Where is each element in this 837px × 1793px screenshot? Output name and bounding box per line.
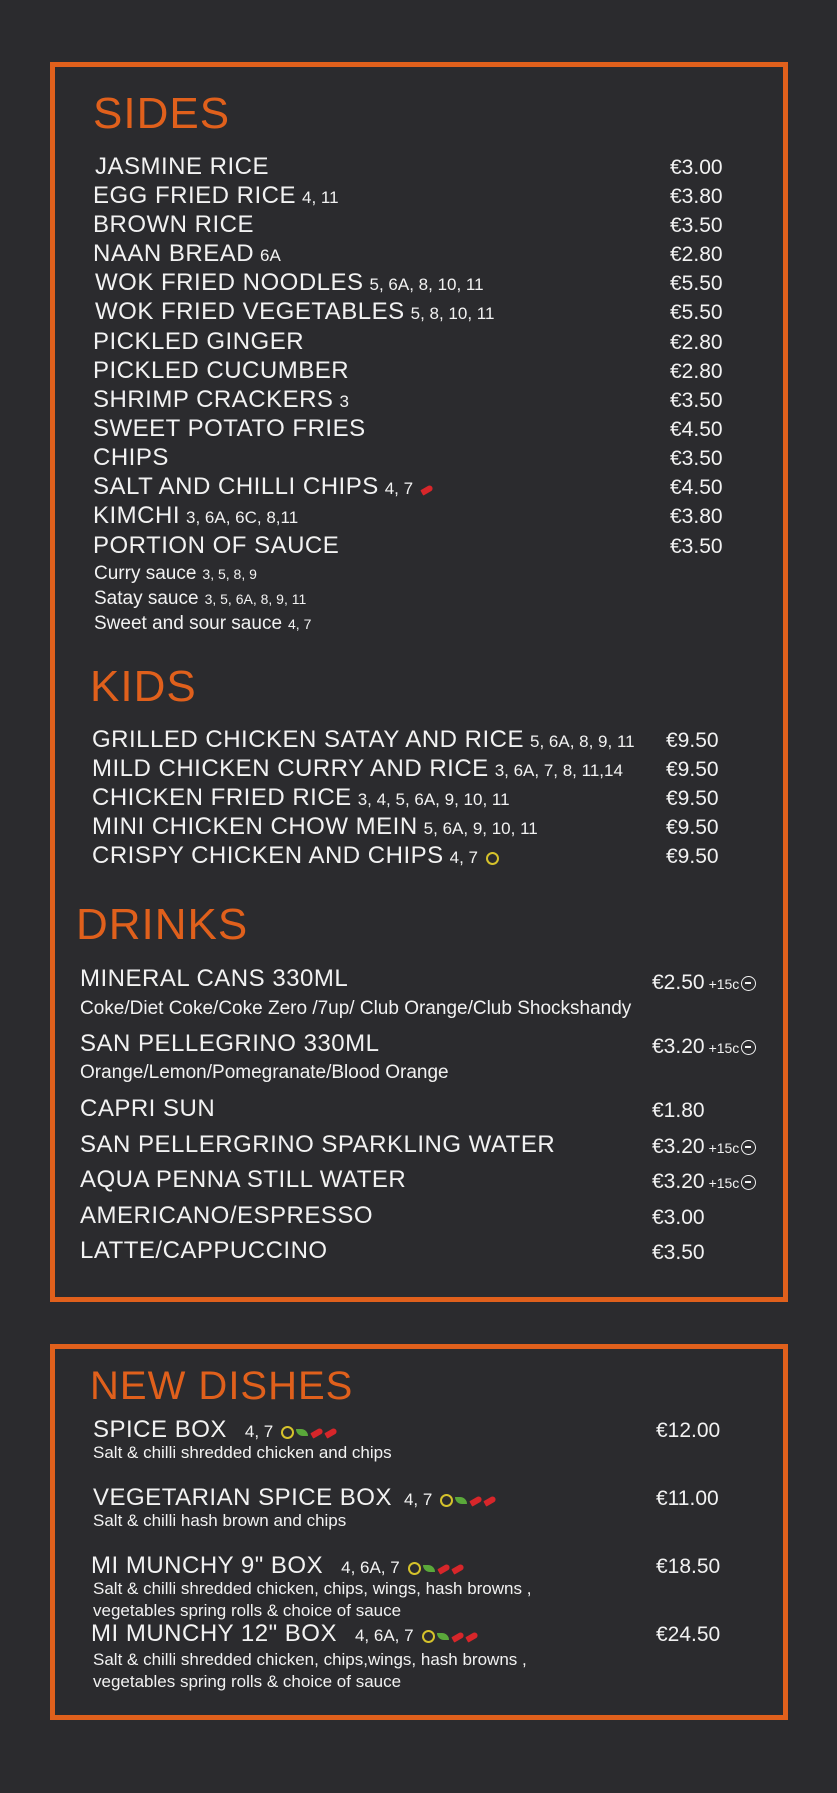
- item-price: €3.80: [670, 505, 723, 528]
- item-name: CRISPY CHICKEN AND CHIPS: [92, 842, 444, 869]
- item-allergens: 5, 6A, 9, 10, 11: [423, 819, 538, 838]
- list-item: [92, 728, 635, 752]
- item-name: CAPRI SUN: [80, 1095, 216, 1122]
- item-price: €9.50: [666, 787, 719, 810]
- item-price: €4.50: [670, 418, 723, 441]
- list-item: [91, 1554, 466, 1578]
- item-price: [652, 1036, 756, 1057]
- item-price: €2.80: [670, 331, 723, 354]
- item-price: €3.00: [652, 1206, 705, 1229]
- item-allergens: 5, 6A, 8, 9, 11: [530, 732, 635, 751]
- drink-options: Orange/Lemon/Pomegranate/Blood Orange: [80, 1062, 449, 1083]
- item-allergens: 4, 7: [244, 1422, 274, 1441]
- price-value: €3.20: [652, 1035, 705, 1058]
- item-description: Salt & chilli shredded chicken and chips: [93, 1443, 392, 1462]
- price-value: €2.50: [652, 971, 705, 994]
- kids-heading: KIDS: [90, 662, 197, 711]
- item-name: JASMINE RICE: [95, 153, 270, 180]
- item-name: SAN PELLEGRINO 330ML: [80, 1030, 380, 1057]
- item-price: €3.50: [670, 389, 723, 412]
- item-name: KIMCHI: [93, 502, 180, 529]
- sauce-allergens: 3, 5, 6A, 8, 9, 11: [204, 591, 307, 607]
- chilli-icon: [311, 1427, 324, 1438]
- item-name: NAAN BREAD: [93, 240, 255, 267]
- deposit-return-icon: [741, 1040, 756, 1055]
- list-item: [93, 417, 372, 441]
- sauce-name: Curry sauce: [94, 563, 197, 584]
- list-item: [80, 1204, 373, 1228]
- item-name: EGG FRIED RICE: [93, 182, 297, 209]
- item-description: Salt & chilli shredded chicken, chips,wings, hash browns ,: [93, 1650, 527, 1669]
- sauce-allergens: 4, 7: [288, 616, 312, 632]
- item-allergens: 4, 7: [449, 848, 478, 867]
- chilli-icon: [325, 1427, 338, 1438]
- chilli-icon: [437, 1563, 450, 1574]
- item-price: €3.00: [670, 156, 723, 179]
- item-price: €4.50: [670, 476, 723, 499]
- list-item: [93, 446, 175, 470]
- item-name: CHIPS: [93, 444, 169, 471]
- deposit-amount: +15c: [708, 976, 740, 992]
- item-price: €9.50: [666, 816, 719, 839]
- item-price: €3.50: [670, 535, 723, 558]
- item-name: PORTION OF SAUCE: [93, 532, 340, 559]
- deposit-amount: +15c: [708, 1140, 740, 1156]
- leaf-icon: [296, 1429, 308, 1436]
- item-price: €11.00: [656, 1487, 719, 1510]
- item-price: €3.80: [670, 185, 723, 208]
- item-price: €2.80: [670, 243, 723, 266]
- drinks-heading: DRINKS: [76, 900, 249, 949]
- sauce-item: [94, 589, 306, 608]
- list-item: [93, 1486, 498, 1510]
- list-item: [93, 359, 355, 383]
- item-allergens: 4, 7: [403, 1490, 433, 1509]
- deposit-amount: +15c: [708, 1040, 740, 1056]
- item-price: €12.00: [656, 1419, 721, 1442]
- list-item: [93, 504, 298, 528]
- item-name: MINI CHICKEN CHOW MEIN: [92, 813, 418, 840]
- item-name: CHICKEN FRIED RICE: [92, 784, 352, 811]
- item-price: €1.80: [652, 1099, 705, 1122]
- item-name: SHRIMP CRACKERS: [93, 386, 334, 413]
- item-price: [652, 1136, 756, 1157]
- item-name: SPICE BOX: [93, 1416, 227, 1443]
- item-price: €5.50: [670, 301, 723, 324]
- item-allergens: 3, 6A, 7, 8, 11,14: [494, 761, 623, 780]
- deposit-return-icon: [741, 1140, 756, 1155]
- list-item: [80, 1133, 555, 1157]
- item-description: vegetables spring rolls & choice of sauce: [93, 1672, 402, 1691]
- list-item: [93, 213, 260, 237]
- list-item: [93, 330, 310, 354]
- list-item: [80, 1097, 215, 1121]
- chilli-icon: [451, 1563, 464, 1574]
- item-description: Salt & chilli shredded chicken, chips, wings, hash browns ,: [93, 1579, 532, 1598]
- item-name: WOK FRIED NOODLES: [95, 269, 364, 296]
- chilli-icon: [484, 1495, 497, 1506]
- vegetarian-icon: [408, 1562, 421, 1575]
- item-name: AMERICANO/ESPRESSO: [80, 1202, 374, 1229]
- list-item: [95, 300, 494, 324]
- vegetarian-icon: [486, 852, 499, 865]
- sauce-name: Sweet and sour sauce: [94, 613, 283, 634]
- item-allergens: 4, 11: [302, 188, 339, 207]
- chilli-icon: [465, 1631, 478, 1642]
- item-name: VEGETARIAN SPICE BOX: [93, 1484, 392, 1511]
- price-value: €3.20: [652, 1135, 705, 1158]
- leaf-icon: [455, 1497, 467, 1504]
- list-item: [92, 844, 501, 868]
- item-price: €24.50: [656, 1623, 721, 1646]
- sides-heading: SIDES: [93, 89, 231, 138]
- list-item: [92, 786, 510, 810]
- chilli-icon: [420, 484, 433, 495]
- leaf-icon: [423, 1565, 435, 1572]
- deposit-return-icon: [741, 1175, 756, 1190]
- item-name: SWEET POTATO FRIES: [93, 415, 366, 442]
- item-name: SAN PELLERGRINO SPARKLING WATER: [80, 1131, 556, 1158]
- item-allergens: 5, 8, 10, 11: [410, 304, 495, 323]
- item-name: GRILLED CHICKEN SATAY AND RICE: [92, 726, 524, 753]
- sauce-item: [94, 564, 257, 583]
- item-name: PICKLED CUCUMBER: [93, 357, 350, 384]
- item-allergens: 4, 6A, 7: [341, 1558, 400, 1577]
- new-dishes-heading: NEW DISHES: [90, 1364, 354, 1408]
- item-price: [652, 972, 756, 993]
- item-name: SALT AND CHILLI CHIPS: [93, 473, 379, 500]
- list-item: [93, 388, 349, 412]
- list-item: [80, 967, 348, 991]
- item-allergens: 4, 6A, 7: [354, 1626, 414, 1645]
- item-description: Salt & chilli hash brown and chips: [93, 1511, 347, 1530]
- item-allergens: 3, 4, 5, 6A, 9, 10, 11: [357, 790, 510, 809]
- list-item: [80, 1239, 328, 1263]
- item-price: €5.50: [670, 272, 723, 295]
- item-allergens: 3, 6A, 6C, 8,11: [186, 508, 299, 527]
- item-name: MI MUNCHY 12" BOX: [91, 1620, 337, 1647]
- item-allergens: 6A: [260, 246, 281, 265]
- list-item: [91, 1622, 480, 1646]
- deposit-amount: +15c: [708, 1175, 740, 1191]
- deposit-return-icon: [741, 976, 756, 991]
- vegetarian-icon: [422, 1630, 435, 1643]
- item-price: €3.50: [670, 447, 723, 470]
- leaf-icon: [437, 1633, 449, 1640]
- item-price: €3.50: [670, 214, 723, 237]
- list-item: [93, 242, 281, 266]
- item-name: LATTE/CAPPUCCINO: [80, 1237, 328, 1264]
- vegetarian-icon: [440, 1494, 453, 1507]
- list-item: [92, 757, 623, 781]
- list-item: [80, 1032, 379, 1056]
- vegetarian-icon: [281, 1426, 294, 1439]
- item-name: MILD CHICKEN CURRY AND RICE: [92, 755, 489, 782]
- sauce-item: [94, 614, 311, 633]
- drink-options: Coke/Diet Coke/Coke Zero /7up/ Club Orange/Club Shockshandy: [80, 998, 632, 1019]
- list-item: [93, 534, 345, 558]
- item-allergens: 3: [339, 392, 349, 411]
- chilli-icon: [470, 1495, 483, 1506]
- item-name: BROWN RICE: [93, 211, 254, 238]
- chilli-icon: [451, 1631, 464, 1642]
- item-price: €18.50: [656, 1555, 721, 1578]
- list-item: [95, 271, 484, 295]
- item-price: €2.80: [670, 360, 723, 383]
- item-price: €9.50: [666, 729, 719, 752]
- item-allergens: 4, 7: [384, 479, 414, 498]
- list-item: [95, 155, 275, 179]
- item-name: MINERAL CANS 330ML: [80, 965, 349, 992]
- item-name: PICKLED GINGER: [93, 328, 305, 355]
- sauce-name: Satay sauce: [94, 588, 199, 609]
- item-price: €9.50: [666, 845, 719, 868]
- item-description: vegetables spring rolls & choice of sauce: [93, 1601, 402, 1620]
- item-price: €9.50: [666, 758, 719, 781]
- list-item: [93, 184, 339, 208]
- list-item: [92, 815, 538, 839]
- sauce-allergens: 3, 5, 8, 9: [202, 566, 257, 582]
- item-name: AQUA PENNA STILL WATER: [80, 1166, 407, 1193]
- item-name: WOK FRIED VEGETABLES: [95, 298, 405, 325]
- item-price: €3.50: [652, 1241, 705, 1264]
- price-value: €3.20: [652, 1170, 705, 1193]
- item-price: [652, 1171, 756, 1192]
- list-item: [80, 1168, 406, 1192]
- list-item: [93, 1418, 339, 1442]
- item-allergens: 5, 6A, 8, 10, 11: [369, 275, 484, 294]
- list-item: [93, 475, 435, 499]
- item-name: MI MUNCHY 9" BOX: [91, 1552, 324, 1579]
